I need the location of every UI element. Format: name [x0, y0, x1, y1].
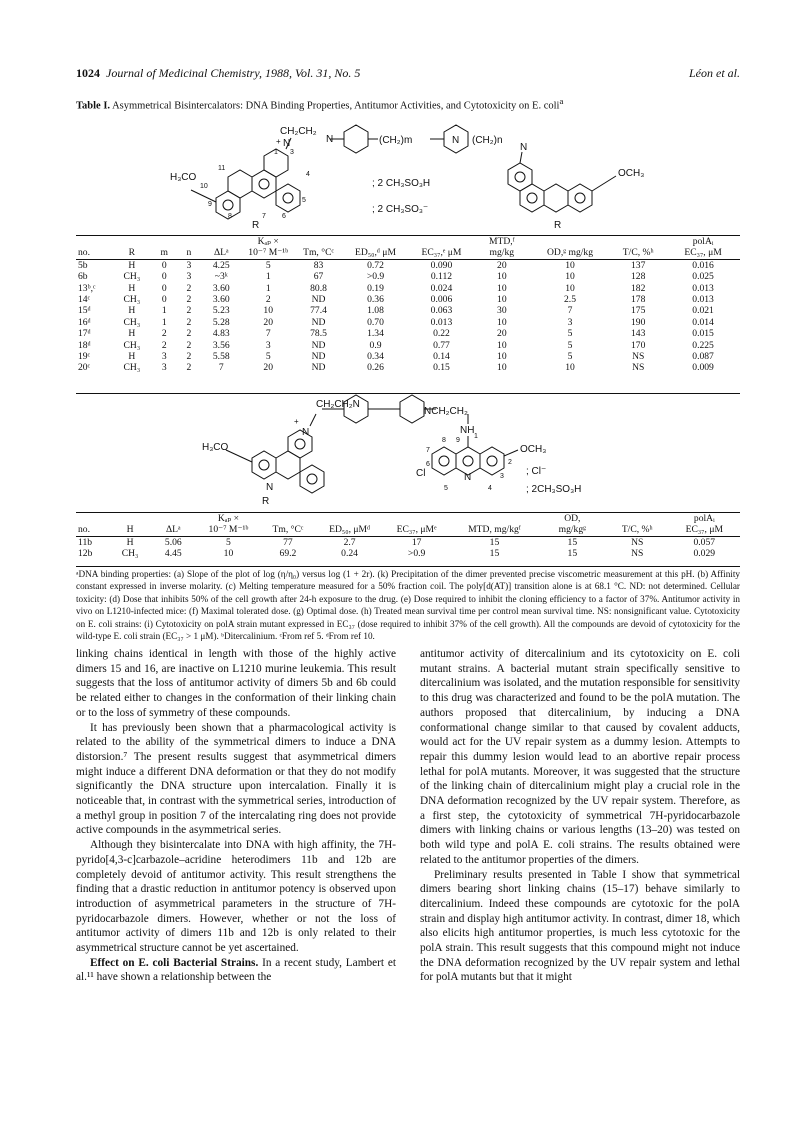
- t1-cell: 3.60: [212, 282, 230, 294]
- s2-pos-7: 7: [426, 447, 430, 454]
- table2-header-bottom: [76, 524, 740, 536]
- t1-cell: 10: [497, 362, 507, 374]
- s2-pos-6: 6: [426, 461, 430, 468]
- t1-row: [76, 351, 740, 362]
- t2-cell: 15: [489, 536, 500, 548]
- right-column: [420, 647, 740, 985]
- t1-cell: 20: [263, 362, 274, 374]
- t1-cell: 10: [497, 339, 507, 351]
- t1-cell: 3: [265, 339, 271, 351]
- t2-h-od-bot: mg/kgᵍ: [558, 524, 587, 536]
- t1-cell: 0.013: [692, 282, 714, 294]
- t1-cell: 7: [218, 362, 224, 374]
- t1-cell: ND: [311, 351, 326, 363]
- s2-r: R: [262, 496, 270, 507]
- s2-n-plus: N: [302, 427, 310, 438]
- t1-cell: 20: [263, 316, 274, 328]
- t1-row: [76, 362, 740, 373]
- t2-cell: H: [126, 536, 134, 548]
- s1-plus: +: [276, 137, 281, 146]
- t1-cell: 0: [161, 259, 167, 271]
- s1-h3co: H₃CO: [170, 172, 197, 183]
- t1-cell: 5: [567, 328, 573, 340]
- t1-cell: 0.024: [430, 282, 453, 294]
- t1-cell: 2: [186, 328, 192, 340]
- t1-row: [76, 283, 740, 294]
- table1-body: [76, 259, 740, 374]
- t1-h-mtd-bot: mg/kg: [489, 247, 515, 259]
- t1-cell: 10: [497, 271, 507, 283]
- left-para-3: Although they bisintercalate into DNA with high affinity, the 7H-pyrido[4,3-c]carbazole–acridine heterodimers 11b and 12b are completely devoid of antitumor activity. This result strengthens the finding that a drastic reduction in antitumor potency is observed upon introduction of asymmetrical parameters in the structure of 7H-pyridocarbazole dimers. However, whether or not the loss of antitumor activity of dimers 11b and 12b is only related to their asymmetrical structure cannot be yet ascertained.: [76, 839, 396, 955]
- t2-h-mtd: MTD, mg/kgᶠ: [468, 524, 521, 536]
- t1-cell: 1: [265, 282, 271, 294]
- structure-2-diagram: [76, 394, 740, 510]
- t1-cell: 2: [186, 305, 192, 317]
- t2-h-tm: Tm, °Cᶜ: [272, 524, 304, 536]
- t1-cell: 0: [161, 294, 167, 306]
- s2-nh: NH: [460, 425, 475, 436]
- t1-cell: 5: [567, 351, 573, 363]
- t1-cell: CH₃: [123, 339, 141, 351]
- table2: [76, 513, 740, 560]
- t1-h-ec37: EC₃₇,ᵉ μM: [421, 247, 462, 259]
- s2-n-acr: N: [464, 472, 472, 483]
- t1-cell: 5.23: [212, 305, 230, 317]
- t1-cell: 175: [631, 305, 646, 317]
- running-author: Léon et al.: [689, 66, 740, 80]
- t2-h-pola-bot: EC₃₇, μM: [685, 524, 723, 536]
- t1-compound-no: 13ᵇ,ᶜ: [78, 282, 96, 294]
- s1-pos-1: 1: [274, 149, 278, 156]
- t1-cell: 2: [186, 282, 192, 294]
- t1-cell: 0.009: [692, 362, 714, 374]
- section-heading: Effect on E. coli Bacterial Strains.: [90, 956, 259, 969]
- t1-cell: 2: [161, 339, 167, 351]
- t1-compound-no: 17ᵈ: [78, 328, 91, 340]
- s2-pos-5: 5: [444, 485, 448, 492]
- s1-n-mid: N: [452, 135, 460, 146]
- s2-salt-2: ; 2CH₃SO₃H: [526, 484, 582, 495]
- s2-chain-left: CH₂CH₂N: [316, 399, 360, 410]
- t1-cell: 10: [497, 282, 507, 294]
- t1-h-r: R: [128, 247, 136, 259]
- t2-h-h: H: [126, 524, 134, 536]
- s1-pos-5: 5: [302, 197, 306, 204]
- t1-cell: 77.4: [310, 305, 327, 317]
- t1-cell: 3: [186, 271, 192, 283]
- t2-cell: >0.9: [407, 548, 426, 560]
- t1-cell: 20: [497, 259, 507, 271]
- t1-cell: 0: [161, 282, 167, 294]
- s1-n-right: N: [520, 142, 528, 153]
- t2-row: [76, 536, 740, 548]
- t1-cell: 2: [186, 351, 192, 363]
- s1-n-plus: N: [283, 138, 291, 149]
- t1-cell: 1: [161, 305, 167, 317]
- t2-cell: 10: [223, 548, 234, 560]
- t2-cell: 2.7: [343, 536, 356, 548]
- t2-cell: 77: [283, 536, 293, 548]
- s1-pos-9: 9: [208, 201, 212, 208]
- s2-plus: +: [294, 417, 299, 426]
- table2-bottom-rule: [76, 566, 740, 567]
- t2-h-kap-top: Kₐₚ ×: [217, 513, 240, 524]
- t1-row: [76, 328, 740, 339]
- t1-cell: 0.77: [433, 339, 450, 351]
- t1-h-tc: T/C, %ʰ: [622, 247, 654, 259]
- t1-cell: 3: [567, 316, 573, 328]
- t1-cell: 0.112: [430, 271, 453, 283]
- t1-compound-no: 19ᶜ: [78, 351, 91, 363]
- s1-chain-left: CH₂CH₂: [280, 126, 317, 137]
- t1-h-dl: ΔLᵃ: [213, 247, 229, 259]
- s1-pos-4: 4: [306, 171, 310, 178]
- t1-cell: 0.006: [430, 294, 453, 306]
- left-column: [76, 647, 396, 985]
- t2-cell: 69.2: [279, 548, 297, 560]
- s1-salt-1: ; 2 CH₃SO₃H: [372, 178, 431, 189]
- s1-pos-8: 8: [228, 213, 232, 220]
- s1-och3: OCH₃: [618, 168, 645, 179]
- t1-cell: 10: [565, 362, 575, 374]
- t1-cell: 1.34: [367, 328, 384, 340]
- left-para-2: It has previously been shown that a pharmacological activity is related to the ability of the symmetrical dimers to induce a DNA distorsion.⁷ The present results suggest that asymmetrical dimers might induce a different DNA deformation or that they do not modify significantly the DNA structure upon intercalation. Finally it is noticeable that, in contrast with the symmetrical series, introduction of a methyl group in position 7 of the intercalating ring does not provide active compounds in the asymmetrical series.: [76, 721, 396, 837]
- t1-cell: 1.08: [367, 305, 384, 317]
- t1-cell: 0.225: [692, 339, 714, 351]
- s2-cl: Cl: [416, 468, 426, 479]
- left-para-1: linking chains identical in length with those of the highly active dimers 15 and 16, are inactive on L1210 murine leukemia. This result suggests that the loss of antitumor activity of dimers 5b and 6b could be related either to changes in the conformation of their linking chain or to the loss of symmetry of these compounds.: [76, 648, 396, 719]
- t1-cell: CH₃: [123, 362, 141, 374]
- t1-cell: 0.9: [369, 339, 382, 351]
- s1-linker-m: (CH₂)m: [379, 135, 413, 146]
- t1-row: [76, 294, 740, 305]
- t1-row: [76, 271, 740, 282]
- t1-cell: 0.013: [692, 294, 714, 306]
- s2-chain-right: NCH₂CH₂: [424, 406, 468, 417]
- t1-h-od: OD,ᵍ mg/kg: [546, 247, 594, 259]
- s1-pos-3: 3: [290, 149, 294, 156]
- t1-cell: 0.025: [692, 271, 714, 283]
- t2-cell: 4.45: [164, 548, 182, 560]
- t1-cell: 5: [265, 351, 271, 363]
- t1-h-m: m: [160, 247, 169, 259]
- s2-pos-2: 2: [508, 459, 512, 466]
- t1-cell: 0.34: [367, 351, 384, 363]
- t1-cell: 0.090: [430, 259, 453, 271]
- t2-cell: 17: [411, 536, 422, 548]
- t2-h-pola-top: polAᵢ: [693, 513, 715, 524]
- t1-cell: 0.15: [433, 362, 450, 374]
- t1-cell: ~3ᵏ: [214, 271, 228, 283]
- t1-cell: 0.016: [692, 259, 714, 271]
- t1-cell: NS: [632, 351, 645, 363]
- s2-pos-4: 4: [488, 485, 492, 492]
- t1-cell: 4.83: [212, 328, 230, 340]
- t2-cell: NS: [631, 548, 644, 560]
- t2-h-ec37: EC₃₇, μMᵉ: [396, 524, 437, 536]
- s2-salt-1: ; Cl⁻: [526, 466, 547, 477]
- t1-cell: CH₃: [123, 316, 141, 328]
- s1-salt-2: ; 2 CH₃SO₃⁻: [372, 204, 429, 215]
- structure-1-diagram: [76, 120, 740, 232]
- t1-cell: 0.14: [433, 351, 450, 363]
- t1-cell: 0.26: [367, 362, 384, 374]
- t1-compound-no: 14ᶜ: [78, 294, 91, 306]
- s1-pos-6: 6: [282, 213, 286, 220]
- t1-row: [76, 305, 740, 316]
- t1-h-pola-top: polAᵢ: [692, 236, 714, 247]
- t1-cell: H: [128, 282, 136, 294]
- t1-cell: 2: [186, 294, 192, 306]
- t1-row: [76, 317, 740, 328]
- table1-header-top: [76, 236, 740, 247]
- table-title: Asymmetrical Bisintercalators: DNA Binding Properties, Antitumor Activities, and Cytotoxicity on E. coli: [112, 100, 560, 112]
- t2-cell: 15: [489, 548, 500, 560]
- t1-cell: 7: [265, 328, 271, 340]
- t1-cell: 1: [265, 271, 271, 283]
- s2-pos-3: 3: [500, 473, 504, 480]
- t2-h-no: no.: [78, 524, 90, 536]
- t1-cell: 5: [265, 259, 271, 271]
- t1-h-pola-bot: EC₃₇, μM: [684, 247, 722, 259]
- t1-cell: 0.22: [433, 328, 450, 340]
- t1-cell: 2: [186, 316, 192, 328]
- t2-h-kap-bot: 10⁻⁷ M⁻¹ᵇ: [208, 524, 249, 536]
- t1-h-no: no.: [78, 247, 90, 259]
- table2-body: [76, 536, 740, 559]
- t1-cell: CH₃: [123, 271, 141, 283]
- t1-cell: 20: [497, 328, 507, 340]
- t1-cell: 10: [497, 294, 507, 306]
- t1-cell: 1: [161, 316, 167, 328]
- s2-pos-9: 9: [456, 437, 460, 444]
- table-caption: [76, 96, 746, 112]
- t1-cell: 143: [631, 328, 646, 340]
- t1-cell: ND: [311, 316, 326, 328]
- t1-cell: 30: [497, 305, 507, 317]
- t1-cell: 5.28: [212, 316, 230, 328]
- t1-compound-no: 5b: [78, 259, 88, 271]
- t2-cell: 0.057: [693, 536, 716, 548]
- right-para-1: antitumor activity of ditercalinium and its cytotoxicity on E. coli mutant strains. A bacterial mutant strain specifically sensitive to ditercalinium was isolated, and the mutation responsible for sensitivity to this drug was characterized and found to be the polA mutation. The authors proposed that ditercalinium, by inducing a DNA conformational change similar to that caused by covalent adducts, would act for the UV repair system as a dummy lesion. Attempts to repair this dummy lesion would lead to an abortive repair process lethal for polA mutants. Moreover, it was suggested that the structure of the linking chain of ditercalinium might play a crucial role in the DNA deformation recognized by the UV repair system. Therefore, as a first step, the cytotoxicity of symmetrical 7H-pyridocarbazole dimers with linking chains or various lengths (13–20) was tested on both wild type and polA E. coli strains. The results obtained were related to the antitumor properties of the dimers.: [420, 648, 740, 866]
- table1-header-bottom: [76, 247, 740, 259]
- t2-compound-no: 11b: [78, 536, 93, 548]
- t1-row: [76, 340, 740, 351]
- t1-cell: 170: [631, 339, 646, 351]
- s2-och3: OCH₃: [520, 444, 547, 455]
- t1-cell: 0.19: [367, 282, 384, 294]
- t2-cell: 5: [226, 536, 231, 548]
- t1-cell: 10: [263, 305, 274, 317]
- t2-cell: 15: [567, 536, 578, 548]
- t2-h-ed50: ED₅₀, μMᵈ: [329, 524, 371, 536]
- t1-cell: 10: [565, 271, 575, 283]
- table-footnotes: ᵃDNA binding properties: (a) Slope of the plot of log (η/η₀) versus log (1 + 2r). (k) Precipitation of the dimer prevented precise viscometric measurement at this pH. (b) Affinity constant expressed in inverse molarity. (c) Melting temperature measured for a 50% fraction coil. The poly[d(AT)] transition alone is at 68.1 °C. ND: not determined. Cellular toxicity: (d) Dose that inhibits 50% of the cell growth after 24-h exposure to the drug. (e) Dose required to inhibit the cloning efficiency to a factor of 37%. Antitumor activity in vivo on L1210-infected mice: (f) Maximal tolerated dose. (g) Optimal dose. (h) Treated mean survival time per control mean survival time. NS: nonsignificant value. Cytotoxicity on E. coli strains: (i) Cytotoxicity on polA strain mutant expressed in EC₃₇ (dose required to inhibit 37% of the cell growth). All the compounds are devoid of cytotoxicity for the wild-type E. coli strain (EC₃₇ > 1 μM). ᵇDitercalinium. ᶜFrom ref 5. ᵈFrom ref 10.: [76, 569, 740, 642]
- t1-cell: 10: [565, 259, 575, 271]
- t1-cell: 0.063: [430, 305, 453, 317]
- left-para-4-text: In a recent study, Lambert et al.¹¹ have shown a relationship between the: [76, 956, 396, 984]
- journal-name: Journal of Medicinal Chemistry, 1988, Vol. 31, No. 5: [106, 66, 361, 80]
- t1-cell: 3: [161, 362, 167, 374]
- t1-cell: 10: [497, 316, 507, 328]
- t1-compound-no: 20ᶜ: [78, 362, 91, 374]
- t1-cell: 78.5: [310, 328, 327, 340]
- t1-cell: 2: [186, 362, 192, 374]
- t1-cell: 2: [186, 339, 192, 351]
- t1-cell: 83: [313, 259, 324, 271]
- s2-h3co: H₃CO: [202, 442, 229, 453]
- t1-cell: 5: [567, 339, 573, 351]
- s1-pos-7: 7: [262, 213, 266, 220]
- t1-cell: 190: [631, 316, 646, 328]
- t1-cell: 5.58: [212, 351, 230, 363]
- t1-cell: 3.56: [212, 339, 230, 351]
- left-para-4: [76, 956, 396, 985]
- t1-compound-no: 16ᵈ: [78, 316, 91, 328]
- t1-cell: 0.021: [692, 305, 714, 317]
- t1-cell: 137: [631, 259, 646, 271]
- table2-header-top: [76, 513, 740, 524]
- s1-n-left: N: [326, 134, 334, 145]
- t1-cell: 2: [161, 328, 167, 340]
- t2-h-od-top: OD,: [564, 513, 581, 524]
- t2-cell: 5.06: [164, 536, 182, 548]
- t1-cell: 178: [631, 294, 646, 306]
- t1-cell: H: [128, 328, 136, 340]
- t1-cell: >0.9: [366, 271, 385, 283]
- t1-cell: H: [128, 305, 136, 317]
- s1-r-right: R: [554, 220, 562, 231]
- caption-footnote-mark: a: [559, 96, 564, 106]
- t1-cell: 0.087: [692, 351, 714, 363]
- s1-pos-11: 11: [218, 165, 226, 172]
- journal-citation: [76, 66, 360, 81]
- page-number: 1024: [76, 66, 100, 80]
- t1-cell: 10: [497, 351, 507, 363]
- t1-cell: 3: [161, 351, 167, 363]
- t1-cell: 10: [565, 282, 575, 294]
- t1-cell: 67: [313, 271, 324, 283]
- t1-cell: ND: [311, 339, 326, 351]
- t1-cell: ND: [311, 294, 326, 306]
- t1-h-kap-bot: 10⁻⁷ M⁻¹ᵇ: [248, 247, 289, 259]
- right-para-2: Preliminary results presented in Table I show that symmetrical dimers bearing short linking chains (15–17) behave similarly to ditercalinium. Indeed these compounds are cytotoxic for the polA strain and display high antitumor activity. In contrast, dimer 18, which also elicits high antitumor properties, is much less cytotoxic for the polA strain. This result suggests that this compound might not induce the DNA deformation recognized by the UV repair system and lethal for polA mutants but that it might: [420, 868, 740, 984]
- t2-cell: 15: [567, 548, 578, 560]
- t1-cell: 0.36: [367, 294, 384, 306]
- t1-cell: 0.013: [430, 316, 453, 328]
- t1-cell: 128: [631, 271, 646, 283]
- s1-pos-10: 10: [200, 183, 208, 190]
- t1-cell: 0.72: [367, 259, 384, 271]
- t1-cell: 2: [265, 294, 271, 306]
- t1-cell: 4.25: [212, 259, 230, 271]
- t1-cell: CH₃: [123, 294, 141, 306]
- s1-linker-n: (CH₂)n: [472, 135, 503, 146]
- t1-cell: H: [128, 259, 136, 271]
- t2-cell: NS: [631, 536, 644, 548]
- t1-cell: 7: [567, 305, 573, 317]
- t2-row: [76, 548, 740, 559]
- t1-cell: 0.015: [692, 328, 714, 340]
- t1-cell: 0.70: [367, 316, 384, 328]
- t1-compound-no: 15ᵈ: [78, 305, 91, 317]
- t1-h-n: n: [186, 247, 192, 259]
- t1-cell: 80.8: [310, 282, 327, 294]
- t1-cell: 3: [186, 259, 192, 271]
- t1-compound-no: 18ᵈ: [78, 339, 91, 351]
- s2-pos-8: 8: [442, 437, 446, 444]
- s2-n-low: N: [266, 482, 274, 493]
- t1-cell: 182: [631, 282, 646, 294]
- t2-compound-no: 12b: [78, 548, 93, 560]
- table-label: Table I.: [76, 100, 111, 112]
- t1-cell: ND: [311, 362, 326, 374]
- t1-h-ed50: ED₅₀,ᵈ μM: [355, 247, 396, 259]
- t1-compound-no: 6b: [78, 271, 88, 283]
- t1-cell: 0: [161, 271, 167, 283]
- s1-r-left: R: [252, 220, 260, 231]
- t1-cell: 2.5: [564, 294, 576, 306]
- t1-cell: 0.014: [692, 316, 714, 328]
- s2-pos-1: 1: [474, 433, 478, 440]
- t1-h-kap-top: Kₐₚ ×: [257, 236, 279, 247]
- t1-h-tm: Tm, °Cᶜ: [303, 247, 334, 259]
- t2-h-tc: T/C, %ʰ: [621, 524, 653, 536]
- t1-cell: H: [128, 351, 136, 363]
- t1-cell: 3.60: [212, 294, 230, 306]
- t1-row: [76, 259, 740, 271]
- t1-cell: NS: [632, 362, 645, 374]
- table1: [76, 236, 740, 374]
- t1-h-mtd-top: MTD,ᶠ: [488, 236, 515, 247]
- t2-cell: 0.24: [341, 548, 358, 560]
- t2-h-dl: ΔLᵃ: [165, 524, 181, 536]
- t2-cell: 0.029: [693, 548, 716, 560]
- t2-cell: CH₃: [121, 548, 139, 560]
